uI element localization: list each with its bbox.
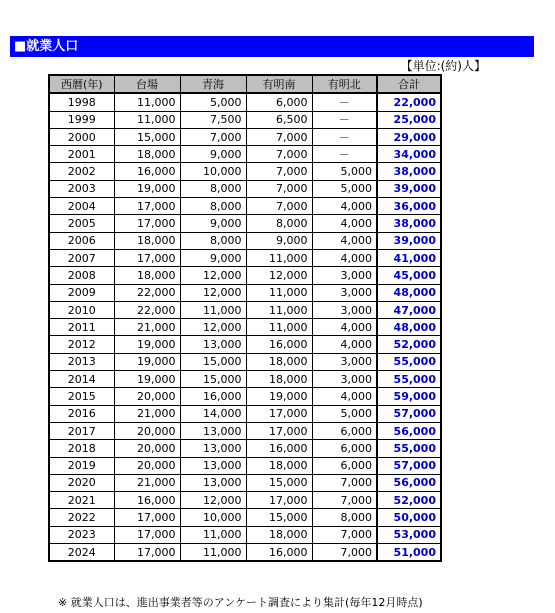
aomi-cell: 9,000 <box>180 146 246 163</box>
year-cell: 2024 <box>49 544 114 562</box>
ariake-kita-cell: 7,000 <box>312 544 377 562</box>
ariake-kita-cell: 4,000 <box>312 215 377 232</box>
ariake-kita-cell: 4,000 <box>312 388 377 405</box>
ariake-kita-cell: 7,000 <box>312 474 377 491</box>
ariake-minami-cell: 11,000 <box>246 301 312 318</box>
section-title: ■就業人口 <box>10 36 534 57</box>
ariake-minami-cell: 11,000 <box>246 249 312 266</box>
header-year: 西暦(年) <box>49 75 114 93</box>
aomi-cell: 12,000 <box>180 492 246 509</box>
total-cell: 56,000 <box>377 474 441 491</box>
ariake-minami-cell: 18,000 <box>246 526 312 543</box>
aomi-cell: 8,000 <box>180 180 246 197</box>
total-cell: 29,000 <box>377 128 441 145</box>
table-row <box>49 301 441 318</box>
daiba-cell: 19,000 <box>114 353 180 370</box>
year-cell: 2022 <box>49 509 114 526</box>
ariake-kita-cell: 4,000 <box>312 198 377 215</box>
year-cell: 2001 <box>49 146 114 163</box>
daiba-cell: 17,000 <box>114 526 180 543</box>
year-cell: 2011 <box>49 319 114 336</box>
daiba-cell: 20,000 <box>114 388 180 405</box>
ariake-minami-cell: 12,000 <box>246 267 312 284</box>
table-row <box>49 336 441 353</box>
total-cell: 56,000 <box>377 422 441 439</box>
table-row <box>49 422 441 439</box>
ariake-kita-cell: 5,000 <box>312 405 377 422</box>
year-cell: 2015 <box>49 388 114 405</box>
daiba-cell: 21,000 <box>114 405 180 422</box>
daiba-cell: 19,000 <box>114 180 180 197</box>
ariake-kita-cell: 3,000 <box>312 284 377 301</box>
ariake-minami-cell: 8,000 <box>246 215 312 232</box>
aomi-cell: 8,000 <box>180 232 246 249</box>
ariake-minami-cell: 7,000 <box>246 146 312 163</box>
header-aomi: 青海 <box>180 75 246 93</box>
year-cell: 2021 <box>49 492 114 509</box>
ariake-kita-cell: 4,000 <box>312 232 377 249</box>
year-cell: 2023 <box>49 526 114 543</box>
ariake-kita-cell: 7,000 <box>312 526 377 543</box>
daiba-cell: 20,000 <box>114 457 180 474</box>
ariake-kita-cell: － <box>312 93 377 111</box>
aomi-cell: 10,000 <box>180 163 246 180</box>
ariake-kita-cell: － <box>312 128 377 145</box>
year-cell: 2003 <box>49 180 114 197</box>
total-cell: 39,000 <box>377 180 441 197</box>
daiba-cell: 17,000 <box>114 249 180 266</box>
daiba-cell: 20,000 <box>114 422 180 439</box>
aomi-cell: 13,000 <box>180 336 246 353</box>
year-cell: 2014 <box>49 371 114 388</box>
ariake-minami-cell: 6,000 <box>246 93 312 111</box>
table-body <box>49 93 441 561</box>
table-row <box>49 146 441 163</box>
total-cell: 59,000 <box>377 388 441 405</box>
ariake-minami-cell: 7,000 <box>246 180 312 197</box>
aomi-cell: 12,000 <box>180 284 246 301</box>
table-row <box>49 492 441 509</box>
total-cell: 57,000 <box>377 405 441 422</box>
daiba-cell: 21,000 <box>114 474 180 491</box>
table-row <box>49 111 441 128</box>
daiba-cell: 18,000 <box>114 146 180 163</box>
ariake-minami-cell: 15,000 <box>246 474 312 491</box>
table-row <box>49 198 441 215</box>
year-cell: 2016 <box>49 405 114 422</box>
aomi-cell: 13,000 <box>180 457 246 474</box>
table-row <box>49 180 441 197</box>
aomi-cell: 14,000 <box>180 405 246 422</box>
total-cell: 45,000 <box>377 267 441 284</box>
aomi-cell: 15,000 <box>180 353 246 370</box>
ariake-minami-cell: 7,000 <box>246 198 312 215</box>
table-row <box>49 544 441 562</box>
ariake-minami-cell: 18,000 <box>246 371 312 388</box>
header-total: 合計 <box>377 75 441 93</box>
ariake-kita-cell: － <box>312 111 377 128</box>
total-cell: 48,000 <box>377 284 441 301</box>
table-row <box>49 509 441 526</box>
total-cell: 50,000 <box>377 509 441 526</box>
total-cell: 47,000 <box>377 301 441 318</box>
table-row <box>49 232 441 249</box>
total-cell: 53,000 <box>377 526 441 543</box>
aomi-cell: 7,500 <box>180 111 246 128</box>
year-cell: 2007 <box>49 249 114 266</box>
aomi-cell: 8,000 <box>180 198 246 215</box>
year-cell: 2012 <box>49 336 114 353</box>
aomi-cell: 10,000 <box>180 509 246 526</box>
table-row <box>49 284 441 301</box>
ariake-minami-cell: 18,000 <box>246 353 312 370</box>
daiba-cell: 22,000 <box>114 284 180 301</box>
year-cell: 2020 <box>49 474 114 491</box>
ariake-minami-cell: 16,000 <box>246 544 312 562</box>
ariake-kita-cell: 5,000 <box>312 180 377 197</box>
daiba-cell: 17,000 <box>114 544 180 562</box>
ariake-kita-cell: 3,000 <box>312 353 377 370</box>
employment-table <box>48 74 442 562</box>
table-row <box>49 353 441 370</box>
ariake-minami-cell: 17,000 <box>246 405 312 422</box>
daiba-cell: 11,000 <box>114 93 180 111</box>
daiba-cell: 17,000 <box>114 215 180 232</box>
year-cell: 2010 <box>49 301 114 318</box>
year-cell: 2002 <box>49 163 114 180</box>
ariake-kita-cell: 6,000 <box>312 422 377 439</box>
daiba-cell: 16,000 <box>114 492 180 509</box>
aomi-cell: 13,000 <box>180 440 246 457</box>
total-cell: 22,000 <box>377 93 441 111</box>
unit-label: 【単位:(約)人】 <box>400 59 486 73</box>
aomi-cell: 13,000 <box>180 474 246 491</box>
total-cell: 38,000 <box>377 163 441 180</box>
ariake-kita-cell: 4,000 <box>312 336 377 353</box>
ariake-kita-cell: 6,000 <box>312 440 377 457</box>
table-row <box>49 267 441 284</box>
ariake-kita-cell: 7,000 <box>312 492 377 509</box>
ariake-minami-cell: 15,000 <box>246 509 312 526</box>
table-row <box>49 371 441 388</box>
aomi-cell: 11,000 <box>180 301 246 318</box>
table-row <box>49 319 441 336</box>
total-cell: 57,000 <box>377 457 441 474</box>
table-row <box>49 474 441 491</box>
daiba-cell: 22,000 <box>114 301 180 318</box>
year-cell: 2017 <box>49 422 114 439</box>
ariake-minami-cell: 11,000 <box>246 284 312 301</box>
table-row <box>49 215 441 232</box>
ariake-kita-cell: 4,000 <box>312 319 377 336</box>
year-cell: 2004 <box>49 198 114 215</box>
total-cell: 38,000 <box>377 215 441 232</box>
daiba-cell: 16,000 <box>114 163 180 180</box>
aomi-cell: 15,000 <box>180 371 246 388</box>
table-row <box>49 388 441 405</box>
table-row <box>49 526 441 543</box>
aomi-cell: 9,000 <box>180 249 246 266</box>
header-ariake-kita: 有明北 <box>312 75 377 93</box>
ariake-kita-cell: 3,000 <box>312 267 377 284</box>
table-header-row <box>49 75 441 93</box>
total-cell: 52,000 <box>377 336 441 353</box>
daiba-cell: 19,000 <box>114 371 180 388</box>
year-cell: 2018 <box>49 440 114 457</box>
table-row <box>49 93 441 111</box>
ariake-minami-cell: 18,000 <box>246 457 312 474</box>
ariake-minami-cell: 11,000 <box>246 319 312 336</box>
ariake-minami-cell: 9,000 <box>246 232 312 249</box>
ariake-minami-cell: 16,000 <box>246 440 312 457</box>
year-cell: 2005 <box>49 215 114 232</box>
ariake-minami-cell: 7,000 <box>246 163 312 180</box>
ariake-kita-cell: 3,000 <box>312 301 377 318</box>
year-cell: 2013 <box>49 353 114 370</box>
daiba-cell: 17,000 <box>114 509 180 526</box>
ariake-minami-cell: 6,500 <box>246 111 312 128</box>
table-row <box>49 457 441 474</box>
daiba-cell: 17,000 <box>114 198 180 215</box>
aomi-cell: 12,000 <box>180 319 246 336</box>
year-cell: 1999 <box>49 111 114 128</box>
header-ariake-minami: 有明南 <box>246 75 312 93</box>
table-row <box>49 249 441 266</box>
year-cell: 2009 <box>49 284 114 301</box>
table-row <box>49 440 441 457</box>
daiba-cell: 19,000 <box>114 336 180 353</box>
ariake-kita-cell: 5,000 <box>312 163 377 180</box>
ariake-minami-cell: 7,000 <box>246 128 312 145</box>
ariake-kita-cell: 6,000 <box>312 457 377 474</box>
daiba-cell: 15,000 <box>114 128 180 145</box>
header-daiba: 台場 <box>114 75 180 93</box>
year-cell: 2008 <box>49 267 114 284</box>
ariake-minami-cell: 17,000 <box>246 422 312 439</box>
ariake-kita-cell: 4,000 <box>312 249 377 266</box>
year-cell: 2000 <box>49 128 114 145</box>
daiba-cell: 18,000 <box>114 232 180 249</box>
table-row <box>49 405 441 422</box>
table-row <box>49 163 441 180</box>
total-cell: 39,000 <box>377 232 441 249</box>
ariake-kita-cell: － <box>312 146 377 163</box>
year-cell: 2006 <box>49 232 114 249</box>
total-cell: 51,000 <box>377 544 441 562</box>
total-cell: 36,000 <box>377 198 441 215</box>
total-cell: 48,000 <box>377 319 441 336</box>
daiba-cell: 18,000 <box>114 267 180 284</box>
daiba-cell: 11,000 <box>114 111 180 128</box>
daiba-cell: 20,000 <box>114 440 180 457</box>
ariake-kita-cell: 3,000 <box>312 371 377 388</box>
daiba-cell: 21,000 <box>114 319 180 336</box>
total-cell: 25,000 <box>377 111 441 128</box>
year-cell: 2019 <box>49 457 114 474</box>
total-cell: 55,000 <box>377 440 441 457</box>
total-cell: 55,000 <box>377 353 441 370</box>
footnote: ※ 就業人口は、進出事業者等のアンケート調査により集計(毎年12月時点) <box>58 596 423 609</box>
aomi-cell: 16,000 <box>180 388 246 405</box>
table-row <box>49 128 441 145</box>
total-cell: 34,000 <box>377 146 441 163</box>
aomi-cell: 5,000 <box>180 93 246 111</box>
ariake-minami-cell: 19,000 <box>246 388 312 405</box>
aomi-cell: 13,000 <box>180 422 246 439</box>
total-cell: 52,000 <box>377 492 441 509</box>
year-cell: 1998 <box>49 93 114 111</box>
aomi-cell: 7,000 <box>180 128 246 145</box>
ariake-minami-cell: 17,000 <box>246 492 312 509</box>
aomi-cell: 11,000 <box>180 526 246 543</box>
total-cell: 55,000 <box>377 371 441 388</box>
ariake-kita-cell: 8,000 <box>312 509 377 526</box>
aomi-cell: 12,000 <box>180 267 246 284</box>
aomi-cell: 9,000 <box>180 215 246 232</box>
ariake-minami-cell: 16,000 <box>246 336 312 353</box>
aomi-cell: 11,000 <box>180 544 246 562</box>
total-cell: 41,000 <box>377 249 441 266</box>
